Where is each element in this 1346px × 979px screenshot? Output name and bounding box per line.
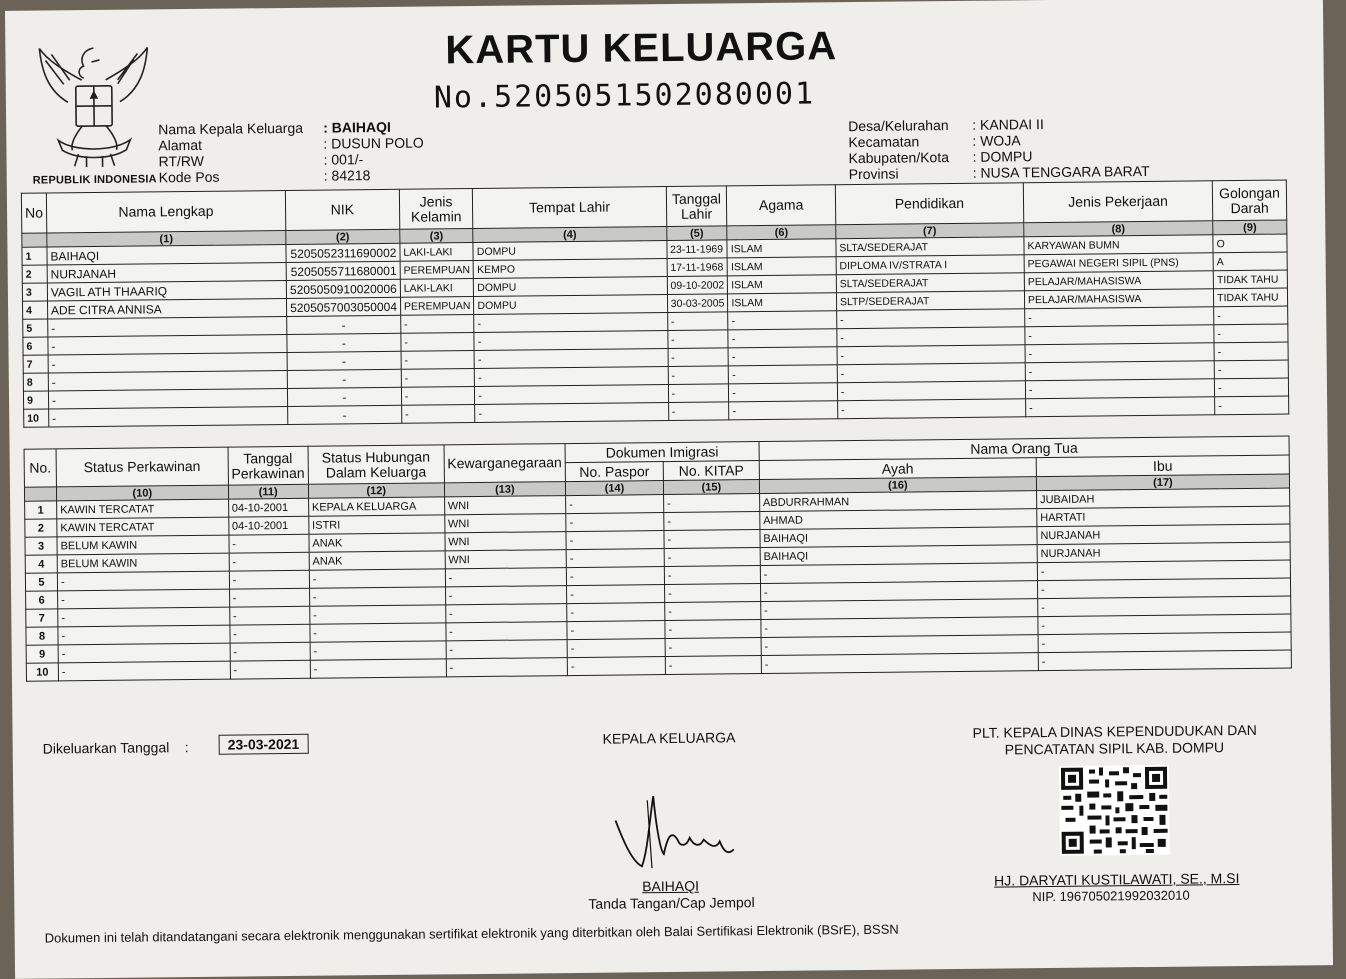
table-cell: - bbox=[668, 348, 729, 367]
col-header: Status Perkawinan bbox=[56, 447, 228, 487]
family-status-table bbox=[24, 435, 1292, 681]
table-cell: - bbox=[1025, 343, 1214, 363]
table-cell: DIPLOMA IV/STRATA I bbox=[836, 255, 1024, 275]
issued-label: Dikeluarkan Tanggal bbox=[43, 739, 170, 756]
table-cell: - bbox=[567, 621, 665, 640]
table-cell: - bbox=[668, 384, 729, 403]
household-info bbox=[158, 119, 424, 186]
col-header: Nama Lengkap bbox=[46, 191, 285, 234]
table-cell: - bbox=[288, 405, 402, 424]
table-cell: - bbox=[401, 315, 475, 334]
index-cell: (9) bbox=[1213, 220, 1287, 235]
table-cell: 04-10-2001 bbox=[228, 498, 308, 517]
table-cell: - bbox=[1025, 325, 1214, 345]
table-cell: - bbox=[57, 571, 229, 591]
table-cell: - bbox=[309, 605, 445, 624]
table-cell: - bbox=[668, 366, 729, 385]
info-label: Nama Kepala Keluarga bbox=[158, 120, 323, 138]
col-header: Pendidikan bbox=[835, 183, 1023, 225]
table-cell: - bbox=[667, 312, 728, 331]
index-cell bbox=[22, 233, 47, 247]
issued-date: 23-03-2021 bbox=[219, 734, 309, 755]
table-cell: NURJANAH bbox=[1037, 542, 1290, 563]
table-cell: - bbox=[566, 495, 664, 514]
col-header: Status Hubungan Dalam Keluarga bbox=[308, 445, 444, 484]
table-cell: - bbox=[401, 405, 475, 424]
index-cell: (14) bbox=[565, 481, 663, 496]
table-cell: A bbox=[1213, 252, 1287, 271]
table-cell: SLTA/SEDERAJAT bbox=[836, 237, 1024, 257]
table-cell: - bbox=[229, 570, 309, 589]
info-value: : KANDAI II bbox=[972, 116, 1044, 133]
index-cell: (3) bbox=[400, 229, 474, 244]
table-cell: - bbox=[287, 369, 401, 388]
table-cell: - bbox=[445, 568, 567, 587]
table-cell: - bbox=[729, 401, 838, 420]
table-cell: - bbox=[475, 403, 668, 423]
table-cell: JUBAIDAH bbox=[1036, 488, 1289, 509]
table-cell: - bbox=[761, 653, 1038, 674]
table-cell: - bbox=[474, 313, 667, 333]
table-cell: - bbox=[446, 622, 568, 641]
table-cell: - bbox=[230, 624, 310, 643]
table-cell: - bbox=[58, 643, 230, 663]
table-cell: 5 bbox=[23, 319, 48, 337]
table-cell: 6 bbox=[26, 591, 58, 609]
table-cell: - bbox=[1038, 614, 1291, 635]
col-header: No bbox=[21, 193, 46, 233]
index-cell: (11) bbox=[228, 484, 308, 499]
info-label: Kabupaten/Kota bbox=[848, 149, 972, 166]
table-cell: BAIHAQI bbox=[47, 244, 286, 265]
table-cell: - bbox=[58, 661, 230, 681]
table-cell: 5205057003050004 bbox=[286, 297, 400, 316]
table-cell: O bbox=[1213, 234, 1287, 253]
table-cell: - bbox=[287, 387, 401, 406]
table-cell: - bbox=[230, 642, 310, 661]
col-header: Ayah bbox=[759, 458, 1036, 480]
col-header: Tanggal Perkawinan bbox=[228, 446, 309, 485]
table-cell: - bbox=[729, 365, 838, 384]
table-cell: ADE CITRA ANNISA bbox=[47, 298, 286, 319]
index-cell: (12) bbox=[308, 483, 444, 498]
table-cell: LAKI-LAKI bbox=[400, 243, 474, 262]
head-title: KEPALA KELUARGA bbox=[603, 729, 736, 746]
table-cell: - bbox=[837, 345, 1025, 365]
head-name: BAIHAQI bbox=[642, 878, 699, 895]
table-cell: SLTP/SEDERAJAT bbox=[836, 291, 1024, 311]
table-cell: - bbox=[445, 586, 567, 605]
table-cell: 9 bbox=[26, 645, 58, 663]
info-value: : DOMPU bbox=[972, 148, 1032, 165]
table-cell: 6 bbox=[23, 337, 48, 355]
official-nip: NIP. 196705021992032010 bbox=[1032, 888, 1190, 905]
table-cell: - bbox=[729, 383, 838, 402]
table-cell: DOMPU bbox=[474, 295, 667, 315]
table-cell: - bbox=[665, 638, 761, 657]
table-cell: PELAJAR/MAHASISWA bbox=[1024, 271, 1213, 291]
table-cell: WNI bbox=[444, 514, 566, 533]
table-cell: - bbox=[567, 639, 665, 658]
table-cell: - bbox=[1038, 596, 1291, 617]
document-title: KARTU KELUARGA bbox=[445, 24, 837, 73]
index-cell: (1) bbox=[47, 231, 286, 248]
table-cell: - bbox=[728, 311, 837, 330]
table-cell: - bbox=[836, 309, 1024, 329]
table-cell: 7 bbox=[26, 609, 58, 627]
table-cell: - bbox=[229, 552, 309, 571]
col-header: Jenis Kelamin bbox=[399, 189, 473, 230]
table-cell: - bbox=[566, 549, 664, 568]
table-cell: - bbox=[445, 604, 567, 623]
index-cell: (13) bbox=[444, 482, 566, 497]
info-label: Kecamatan bbox=[848, 133, 972, 150]
table-cell: - bbox=[48, 370, 287, 391]
table-cell: BAIHAQI bbox=[760, 545, 1037, 566]
table-cell: - bbox=[664, 566, 760, 585]
table-cell: - bbox=[1038, 650, 1291, 671]
index-cell: (4) bbox=[473, 227, 666, 243]
table-cell: - bbox=[446, 658, 568, 677]
table-cell: - bbox=[474, 331, 667, 351]
table-cell: - bbox=[309, 569, 445, 588]
index-cell: (7) bbox=[836, 223, 1024, 239]
table-cell: - bbox=[1215, 396, 1289, 415]
col-header: Tanggal Lahir bbox=[666, 186, 727, 227]
table-cell: - bbox=[475, 367, 668, 387]
info-value: : 001/- bbox=[323, 151, 363, 167]
table-cell: - bbox=[837, 381, 1025, 401]
qr-code-icon bbox=[1059, 765, 1170, 856]
info-label: Alamat bbox=[158, 136, 323, 154]
table-cell: - bbox=[760, 563, 1037, 584]
table-cell: 8 bbox=[23, 373, 48, 391]
table-cell: - bbox=[1214, 378, 1288, 397]
table-cell: - bbox=[665, 620, 761, 639]
table-cell: LAKI-LAKI bbox=[400, 279, 474, 298]
table-cell: ISLAM bbox=[727, 239, 836, 258]
table-cell: - bbox=[567, 603, 665, 622]
table-cell: - bbox=[48, 388, 287, 409]
official-name: HJ. DARYATI KUSTILAWATI, SE., M.SI bbox=[994, 870, 1239, 889]
index-cell: (6) bbox=[727, 225, 836, 240]
info-value: : 84218 bbox=[324, 167, 371, 183]
table-cell: - bbox=[761, 599, 1038, 620]
table-cell: ISLAM bbox=[727, 257, 836, 276]
table-cell: - bbox=[475, 385, 668, 405]
index-cell: (17) bbox=[1036, 474, 1289, 491]
table-cell: 5205052311690002 bbox=[286, 243, 400, 262]
table-cell: KEMPO bbox=[473, 259, 666, 279]
table-cell: DOMPU bbox=[474, 277, 667, 297]
table-cell: KEPALA KELUARGA bbox=[308, 497, 444, 516]
table-cell: WNI bbox=[444, 496, 566, 515]
table-cell: - bbox=[837, 399, 1025, 419]
table-cell: - bbox=[58, 607, 230, 627]
table-cell: KARYAWAN BUMN bbox=[1024, 235, 1213, 255]
table-cell: ISLAM bbox=[728, 293, 837, 312]
info-label: Desa/Kelurahan bbox=[848, 117, 972, 134]
table-cell: - bbox=[728, 347, 837, 366]
table-cell: - bbox=[230, 660, 310, 679]
family-card-document bbox=[5, 0, 1333, 979]
table-cell: BAIHAQI bbox=[760, 527, 1037, 548]
table-cell: - bbox=[1214, 360, 1288, 379]
col-header: No. bbox=[24, 449, 56, 487]
table-cell: - bbox=[48, 352, 287, 373]
table-cell: - bbox=[665, 602, 761, 621]
table-cell: - bbox=[664, 584, 760, 603]
table-cell: - bbox=[1037, 578, 1290, 599]
col-header: No. Paspor bbox=[565, 462, 663, 482]
table-cell: 7 bbox=[23, 355, 48, 373]
table-cell: KAWIN TERCATAT bbox=[57, 499, 229, 519]
table-cell: 10 bbox=[26, 663, 58, 681]
table-cell: 8 bbox=[26, 627, 58, 645]
table-cell: 2 bbox=[22, 265, 47, 283]
table-cell: - bbox=[474, 349, 667, 369]
table-cell: AHMAD bbox=[760, 509, 1037, 530]
table-cell: - bbox=[310, 659, 446, 678]
table-cell: - bbox=[48, 334, 287, 355]
table-cell: 5 bbox=[25, 573, 57, 591]
col-header: Jenis Pekerjaan bbox=[1023, 181, 1213, 223]
table-cell: 2 bbox=[25, 519, 57, 537]
table-cell: - bbox=[287, 351, 401, 370]
table-cell: WNI bbox=[445, 532, 567, 551]
garuda-emblem-icon bbox=[33, 39, 154, 170]
table-cell: - bbox=[665, 656, 761, 675]
col-header: Golongan Darah bbox=[1212, 180, 1286, 221]
index-cell: (16) bbox=[759, 477, 1036, 494]
info-value: : DUSUN POLO bbox=[323, 135, 424, 152]
table-cell: PELAJAR/MAHASISWA bbox=[1024, 289, 1213, 309]
table-cell: 5205050910020006 bbox=[286, 279, 400, 298]
card-number: No.5205051502080001 bbox=[434, 76, 816, 115]
table-cell: 5205055711680001 bbox=[286, 261, 400, 280]
table-cell: - bbox=[401, 351, 475, 370]
table-cell: - bbox=[49, 406, 288, 427]
index-cell: (10) bbox=[56, 485, 228, 501]
table-cell: TIDAK TAHU bbox=[1213, 270, 1287, 289]
table-cell: - bbox=[1214, 342, 1288, 361]
col-header: Nama Orang Tua bbox=[759, 436, 1289, 461]
table-cell: 3 bbox=[22, 283, 47, 301]
table-cell: - bbox=[446, 640, 568, 659]
table-cell: DOMPU bbox=[473, 241, 666, 261]
family-members-table bbox=[21, 180, 1289, 428]
table-cell: VAGIL ATH THAARIQ bbox=[47, 280, 286, 301]
col-header: Ibu bbox=[1036, 455, 1289, 477]
table-cell: - bbox=[567, 585, 665, 604]
table-cell: - bbox=[287, 315, 401, 334]
table-cell: - bbox=[566, 567, 664, 586]
table-cell: - bbox=[1025, 379, 1214, 399]
table-cell: 4 bbox=[25, 555, 57, 573]
table-cell: HARTATI bbox=[1037, 506, 1290, 527]
table-cell: - bbox=[761, 617, 1038, 638]
table-cell: - bbox=[664, 494, 760, 513]
table-cell: - bbox=[1025, 361, 1214, 381]
table-cell: 1 bbox=[22, 247, 47, 265]
table-cell: 10 bbox=[24, 409, 49, 427]
table-cell: - bbox=[837, 363, 1025, 383]
table-cell: 04-10-2001 bbox=[228, 516, 308, 535]
col-header: NIK bbox=[285, 189, 399, 230]
table-cell: 9 bbox=[23, 391, 48, 409]
table-cell: - bbox=[229, 588, 309, 607]
table-cell: - bbox=[760, 581, 1037, 602]
info-value: : WOJA bbox=[972, 132, 1020, 149]
signature-icon bbox=[607, 789, 738, 872]
table-cell: - bbox=[401, 333, 475, 352]
table-cell: ISTRI bbox=[309, 515, 445, 534]
table-cell: - bbox=[309, 587, 445, 606]
table-cell: - bbox=[48, 316, 287, 337]
table-cell: 3 bbox=[25, 537, 57, 555]
table-cell: TIDAK TAHU bbox=[1214, 288, 1288, 307]
table-cell: - bbox=[664, 512, 760, 531]
index-cell: (2) bbox=[286, 229, 400, 244]
emblem-caption: REPUBLIK INDONESIA bbox=[33, 173, 157, 186]
table-cell: - bbox=[761, 635, 1038, 656]
table-cell: - bbox=[1038, 632, 1291, 653]
table-cell: - bbox=[1214, 324, 1288, 343]
table-cell: ABDURRAHMAN bbox=[759, 491, 1036, 512]
table-cell: KAWIN TERCATAT bbox=[57, 517, 229, 537]
table-cell: - bbox=[567, 657, 665, 676]
table-cell: ANAK bbox=[309, 533, 445, 552]
table-cell: - bbox=[1025, 307, 1214, 327]
table-cell: WNI bbox=[445, 550, 567, 569]
info-label: Kode Pos bbox=[159, 168, 324, 186]
table-cell: - bbox=[401, 387, 475, 406]
table-cell: BELUM KAWIN bbox=[57, 535, 229, 555]
table-cell: - bbox=[566, 531, 664, 550]
index-cell: (5) bbox=[666, 226, 727, 241]
info-value: : BAIHAQI bbox=[323, 119, 391, 136]
col-header: Agama bbox=[727, 185, 836, 226]
table-cell: - bbox=[1214, 306, 1288, 325]
table-cell: - bbox=[310, 623, 446, 642]
table-cell: - bbox=[287, 333, 401, 352]
official-title-line1: PLT. KEPALA DINAS KEPENDUDUKAN DAN bbox=[972, 722, 1256, 741]
table-cell: 1 bbox=[25, 501, 57, 519]
col-header: Dokumen Imigrasi bbox=[565, 442, 759, 463]
table-cell: 4 bbox=[23, 301, 48, 319]
index-cell: (8) bbox=[1024, 221, 1213, 237]
official-title-line2: PENCATATAN SIPIL KAB. DOMPU bbox=[1005, 739, 1225, 757]
table-cell: - bbox=[229, 606, 309, 625]
table-cell: - bbox=[837, 327, 1025, 347]
table-cell: BELUM KAWIN bbox=[57, 553, 229, 573]
table-cell: PEREMPUAN bbox=[400, 261, 474, 280]
table-cell: - bbox=[728, 329, 837, 348]
index-cell: (15) bbox=[663, 480, 759, 495]
info-label: RT/RW bbox=[158, 152, 323, 170]
head-caption: Tanda Tangan/Cap Jempol bbox=[588, 894, 754, 912]
info-label: Provinsi bbox=[849, 165, 973, 182]
table-cell: ISLAM bbox=[728, 275, 837, 294]
table-cell: - bbox=[1026, 397, 1215, 417]
col-header: Kewarganegaraan bbox=[444, 444, 566, 483]
region-info bbox=[848, 115, 1150, 182]
table-cell: 30-03-2005 bbox=[667, 294, 728, 313]
index-cell bbox=[24, 487, 56, 501]
table-cell: - bbox=[1037, 560, 1290, 581]
table-cell: - bbox=[668, 402, 729, 421]
table-cell: 09-10-2002 bbox=[667, 276, 728, 295]
table-cell: - bbox=[229, 534, 309, 553]
issued-colon: : bbox=[185, 739, 189, 755]
table-cell: - bbox=[401, 369, 475, 388]
table-cell: - bbox=[310, 641, 446, 660]
table-cell: PEGAWAI NEGERI SIPIL (PNS) bbox=[1024, 253, 1213, 273]
table-cell: 23-11-1969 bbox=[667, 240, 728, 259]
electronic-signature-note: Dokumen ini telah ditandatangani secara elektronik menggunakan sertifikat elektronik yang diterbitkan oleh Balai Sertifikasi Elektronik (BSrE), BSSN bbox=[45, 922, 899, 946]
table-cell: SLTA/SEDERAJAT bbox=[836, 273, 1024, 293]
table-cell: 17-11-1968 bbox=[667, 258, 728, 277]
col-header: Tempat Lahir bbox=[473, 187, 667, 229]
table-cell: PEREMPUAN bbox=[400, 297, 474, 316]
table-cell: - bbox=[58, 589, 230, 609]
table-cell: - bbox=[58, 625, 230, 645]
table-cell: - bbox=[667, 330, 728, 349]
table-cell: NURJANAH bbox=[1037, 524, 1290, 545]
table-cell: NURJANAH bbox=[47, 262, 286, 283]
table-cell: - bbox=[664, 548, 760, 567]
col-header: No. KITAP bbox=[663, 461, 759, 481]
info-value: : NUSA TENGGARA BARAT bbox=[973, 163, 1150, 181]
table-cell: - bbox=[664, 530, 760, 549]
table-cell: - bbox=[566, 513, 664, 532]
table-cell: ANAK bbox=[309, 551, 445, 570]
